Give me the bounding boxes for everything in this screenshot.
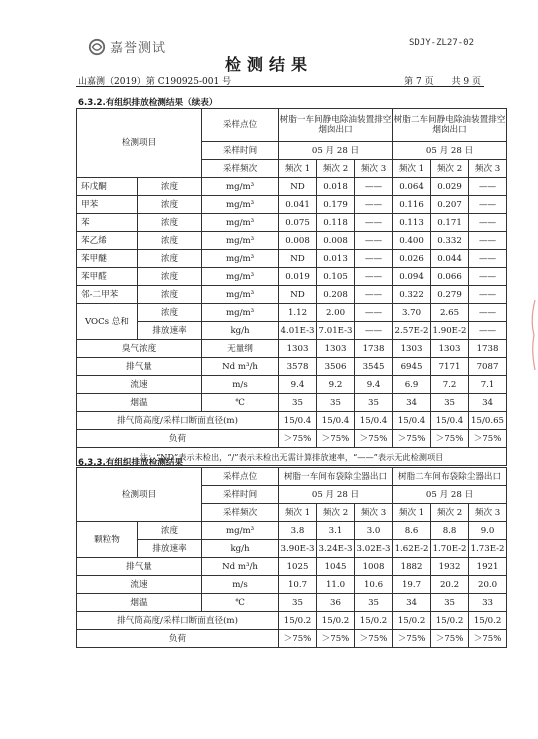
voc-conc-unit: mg/m³	[202, 304, 279, 322]
page-number: 第 7 页 共 9 页	[404, 77, 481, 87]
row-label: 排气量	[77, 558, 202, 576]
value-cell: ——	[355, 250, 393, 268]
unit-cell: mg/m³	[202, 178, 279, 196]
value-cell: 15/0.2	[317, 612, 355, 630]
value-cell: 0.116	[393, 196, 431, 214]
value-cell: 1303	[279, 340, 317, 358]
value-cell: 8.6	[393, 522, 431, 540]
value-cell: 0.019	[279, 268, 317, 286]
value-cell: ＞75%	[431, 430, 469, 448]
value-cell: ＞75%	[317, 630, 355, 648]
value-cell: 1738	[355, 340, 393, 358]
value-cell: ——	[355, 268, 393, 286]
value-cell: 3.70	[393, 304, 431, 322]
value-cell: ND	[279, 178, 317, 196]
row-label: 排气量	[77, 358, 202, 376]
value-cell: ——	[469, 286, 507, 304]
freq-label: 频次 1	[279, 160, 317, 178]
value-cell: 15/0.4	[393, 412, 431, 430]
value-cell: ＞75%	[469, 430, 507, 448]
value-cell: 1738	[469, 340, 507, 358]
value-cell: ＞75%	[431, 630, 469, 648]
value-cell: 1.12	[279, 304, 317, 322]
value-cell: 0.075	[279, 214, 317, 232]
row-label: 烟温	[77, 394, 202, 412]
document-code: SDJY-ZL27-02	[409, 38, 475, 48]
unit-cell: m/s	[202, 576, 279, 594]
value-cell: ＞75%	[279, 430, 317, 448]
value-cell: 15/0.4	[317, 412, 355, 430]
value-cell: ——	[355, 286, 393, 304]
value-cell: 33	[469, 594, 507, 612]
unit-cell: ℃	[202, 394, 279, 412]
unit-cell: mg/m³	[202, 196, 279, 214]
particle-name: 颗粒物	[77, 522, 138, 558]
value-cell: 15/0.65	[469, 412, 507, 430]
header-point: 采样点位	[202, 468, 279, 486]
value-cell: 1.62E-2	[393, 540, 431, 558]
value-cell: ＞75%	[279, 630, 317, 648]
value-cell: 35	[317, 394, 355, 412]
page-title: 检测结果	[224, 55, 313, 74]
value-cell: 3.8	[279, 522, 317, 540]
point-1: 树脂一车间静电除油装置排空烟囱出口	[279, 109, 393, 142]
header-time: 采样时间	[202, 486, 279, 504]
freq-label: 频次 1	[279, 504, 317, 522]
value-cell: 10.7	[279, 576, 317, 594]
value-cell: 3545	[355, 358, 393, 376]
value-cell: 0.018	[317, 178, 355, 196]
value-cell: 35	[355, 394, 393, 412]
section-heading-6-3-3: 6.3.3.有组织排放检测结果	[78, 458, 184, 468]
value-cell: ——	[355, 214, 393, 232]
freq-label: 频次 2	[431, 504, 469, 522]
company-logo-text: 嘉誉测试	[110, 41, 167, 56]
value-cell: 3578	[279, 358, 317, 376]
freq-label: 频次 2	[431, 160, 469, 178]
param-cell: 浓度	[138, 232, 202, 250]
date-1: 05 月 28 日	[279, 486, 393, 504]
unit-cell: mg/m³	[202, 268, 279, 286]
param-cell: 浓度	[138, 196, 202, 214]
value-cell: 2.57E-2	[393, 322, 431, 340]
value-cell: ——	[469, 304, 507, 322]
value-cell: 0.008	[279, 232, 317, 250]
value-cell: ——	[355, 304, 393, 322]
value-cell: ——	[469, 250, 507, 268]
table-note: 注：“ND”表示未检出，“/”表示未检出无需计算排放速率，“——”表示无此检测项目	[77, 448, 507, 466]
unit-cell: mg/m³	[202, 286, 279, 304]
table-row	[77, 214, 507, 232]
value-cell: 0.208	[317, 286, 355, 304]
value-cell: 1303	[431, 340, 469, 358]
table-organized-emission-continued	[76, 108, 507, 466]
header-item: 检测项目	[77, 109, 202, 178]
value-cell: ——	[355, 196, 393, 214]
value-cell: 0.094	[393, 268, 431, 286]
compound-name: 苯甲醚	[77, 250, 138, 268]
voc-name: VOCs 总和	[77, 304, 138, 340]
voc-conc-param: 浓度	[138, 304, 202, 322]
table-row	[77, 286, 507, 304]
value-cell: 7.2	[431, 376, 469, 394]
value-cell: 0.171	[431, 214, 469, 232]
value-cell: 15/0.2	[355, 612, 393, 630]
freq-label: 频次 1	[393, 504, 431, 522]
value-cell: 1.70E-2	[431, 540, 469, 558]
value-cell: 35	[355, 594, 393, 612]
table-row	[77, 178, 507, 196]
header-freq: 采样频次	[202, 160, 279, 178]
value-cell: 8.8	[431, 522, 469, 540]
date-2: 05 月 28 日	[393, 142, 507, 160]
freq-label: 频次 3	[469, 160, 507, 178]
param-cell: 浓度	[138, 286, 202, 304]
value-cell: ——	[469, 196, 507, 214]
value-cell: 1045	[317, 558, 355, 576]
point-2: 树脂二车间静电除油装置排空烟囱出口	[393, 109, 507, 142]
value-cell: ＞75%	[355, 430, 393, 448]
row-label: 流速	[77, 376, 202, 394]
value-cell: ——	[469, 232, 507, 250]
value-cell: 0.008	[317, 232, 355, 250]
unit-cell: Nd m³/h	[202, 358, 279, 376]
value-cell: 1.90E-2	[431, 322, 469, 340]
compound-name: 苯乙烯	[77, 232, 138, 250]
value-cell: ——	[355, 322, 393, 340]
value-cell: 15/0.2	[469, 612, 507, 630]
value-cell: ——	[469, 214, 507, 232]
unit-cell: Nd m³/h	[202, 558, 279, 576]
freq-label: 频次 3	[355, 160, 393, 178]
value-cell: 3.1	[317, 522, 355, 540]
value-cell: 0.029	[431, 178, 469, 196]
freq-label: 频次 2	[317, 160, 355, 178]
particle-conc-param: 浓度	[138, 522, 202, 540]
compound-name: 甲苯	[77, 196, 138, 214]
voc-rate-unit: kg/h	[202, 322, 279, 340]
value-cell: ——	[469, 268, 507, 286]
date-1: 05 月 28 日	[279, 142, 393, 160]
param-cell: 浓度	[138, 250, 202, 268]
value-cell: 1882	[393, 558, 431, 576]
value-cell: 35	[431, 594, 469, 612]
header-divider	[76, 86, 484, 87]
table-row	[77, 196, 507, 214]
value-cell: 0.013	[317, 250, 355, 268]
section-heading-6-3-2: 6.3.2.有组织排放检测结果（续表）	[78, 98, 218, 108]
value-cell: 0.066	[431, 268, 469, 286]
value-cell: 0.207	[431, 196, 469, 214]
value-cell: 34	[393, 594, 431, 612]
value-cell: 9.4	[279, 376, 317, 394]
value-cell: ＞75%	[317, 430, 355, 448]
value-cell: 10.6	[355, 576, 393, 594]
point-2: 树脂二车间布袋除尘器出口	[393, 468, 507, 486]
value-cell: 15/0.4	[431, 412, 469, 430]
unit-cell: 无量纲	[202, 340, 279, 358]
value-cell: 1303	[317, 340, 355, 358]
load-label: 负荷	[77, 630, 279, 648]
param-cell: 浓度	[138, 214, 202, 232]
value-cell: 0.279	[431, 286, 469, 304]
value-cell: 7.1	[469, 376, 507, 394]
value-cell: ND	[279, 286, 317, 304]
value-cell: 4.01E-3	[279, 322, 317, 340]
value-cell: 1932	[431, 558, 469, 576]
value-cell: 15/0.2	[431, 612, 469, 630]
table-organized-emission-particulate	[76, 467, 507, 648]
value-cell: ——	[469, 322, 507, 340]
value-cell: 20.0	[469, 576, 507, 594]
header-freq: 采样频次	[202, 504, 279, 522]
voc-rate-param: 排放速率	[138, 322, 202, 340]
value-cell: 7171	[431, 358, 469, 376]
value-cell: 11.0	[317, 576, 355, 594]
value-cell: 35	[431, 394, 469, 412]
value-cell: 1303	[393, 340, 431, 358]
value-cell: ——	[469, 178, 507, 196]
value-cell: 0.105	[317, 268, 355, 286]
value-cell: 35	[279, 394, 317, 412]
value-cell: 1008	[355, 558, 393, 576]
row-label: 臭气浓度	[77, 340, 202, 358]
param-cell: 浓度	[138, 268, 202, 286]
table-row	[77, 232, 507, 250]
particle-rate-param: 排放速率	[138, 540, 202, 558]
value-cell: ＞75%	[355, 630, 393, 648]
compound-name: 邻-二甲苯	[77, 286, 138, 304]
table-row	[77, 268, 507, 286]
table-row	[77, 358, 507, 376]
value-cell: 6.9	[393, 376, 431, 394]
value-cell: 0.322	[393, 286, 431, 304]
value-cell: ＞75%	[393, 430, 431, 448]
value-cell: 9.4	[355, 376, 393, 394]
value-cell: ——	[355, 232, 393, 250]
compound-name: 环戊酮	[77, 178, 138, 196]
value-cell: 9.2	[317, 376, 355, 394]
table-row	[77, 394, 507, 412]
value-cell: 1025	[279, 558, 317, 576]
value-cell: 0.044	[431, 250, 469, 268]
value-cell: 3.0	[355, 522, 393, 540]
row-label: 烟温	[77, 594, 202, 612]
value-cell: 3506	[317, 358, 355, 376]
value-cell: 15/0.2	[279, 612, 317, 630]
load-label: 负荷	[77, 430, 279, 448]
value-cell: 7.01E-3	[317, 322, 355, 340]
value-cell: 6945	[393, 358, 431, 376]
value-cell: 0.400	[393, 232, 431, 250]
value-cell: ——	[355, 178, 393, 196]
freq-label: 频次 2	[317, 504, 355, 522]
stack-label: 排气筒高度/采样口断面直径(m)	[77, 612, 279, 630]
unit-cell: m/s	[202, 376, 279, 394]
value-cell: 34	[469, 394, 507, 412]
value-cell: 15/0.2	[393, 612, 431, 630]
value-cell: ＞75%	[393, 630, 431, 648]
value-cell: ＞75%	[469, 630, 507, 648]
report-number: 山嘉测（2019）第 C190925-001 号	[78, 77, 232, 87]
freq-label: 频次 1	[393, 160, 431, 178]
value-cell: 3.02E-3	[355, 540, 393, 558]
table-row	[77, 558, 507, 576]
value-cell: ND	[279, 250, 317, 268]
point-1: 树脂一车间布袋除尘器出口	[279, 468, 393, 486]
value-cell: 9.0	[469, 522, 507, 540]
value-cell: 0.064	[393, 178, 431, 196]
value-cell: 0.179	[317, 196, 355, 214]
seal-mark-edge	[530, 300, 536, 370]
value-cell: 35	[279, 594, 317, 612]
table-row	[77, 340, 507, 358]
date-2: 05 月 28 日	[393, 486, 507, 504]
particle-conc-unit: mg/m³	[202, 522, 279, 540]
value-cell: 0.026	[393, 250, 431, 268]
header-point: 采样点位	[202, 109, 279, 142]
value-cell: 0.041	[279, 196, 317, 214]
value-cell: 1921	[469, 558, 507, 576]
compound-name: 苯	[77, 214, 138, 232]
value-cell: 20.2	[431, 576, 469, 594]
value-cell: 34	[393, 394, 431, 412]
value-cell: 0.113	[393, 214, 431, 232]
value-cell: 3.24E-3	[317, 540, 355, 558]
compound-name: 苯甲醛	[77, 268, 138, 286]
table-row	[77, 576, 507, 594]
value-cell: 36	[317, 594, 355, 612]
value-cell: 7087	[469, 358, 507, 376]
row-label: 流速	[77, 576, 202, 594]
value-cell: 1.73E-2	[469, 540, 507, 558]
table-row	[77, 594, 507, 612]
header-item: 检测项目	[77, 468, 202, 522]
value-cell: 2.00	[317, 304, 355, 322]
unit-cell: mg/m³	[202, 250, 279, 268]
value-cell: 15/0.4	[355, 412, 393, 430]
freq-label: 频次 3	[469, 504, 507, 522]
table-row	[77, 376, 507, 394]
value-cell: 3.90E-3	[279, 540, 317, 558]
value-cell: 0.118	[317, 214, 355, 232]
value-cell: 0.332	[431, 232, 469, 250]
stack-label: 排气筒高度/采样口断面直径(m)	[77, 412, 279, 430]
freq-label: 频次 3	[355, 504, 393, 522]
value-cell: 15/0.4	[279, 412, 317, 430]
particle-rate-unit: kg/h	[202, 540, 279, 558]
table-row	[77, 250, 507, 268]
value-cell: 19.7	[393, 576, 431, 594]
unit-cell: ℃	[202, 594, 279, 612]
unit-cell: mg/m³	[202, 232, 279, 250]
value-cell: 2.65	[431, 304, 469, 322]
unit-cell: mg/m³	[202, 214, 279, 232]
param-cell: 浓度	[138, 178, 202, 196]
header-time: 采样时间	[202, 142, 279, 160]
